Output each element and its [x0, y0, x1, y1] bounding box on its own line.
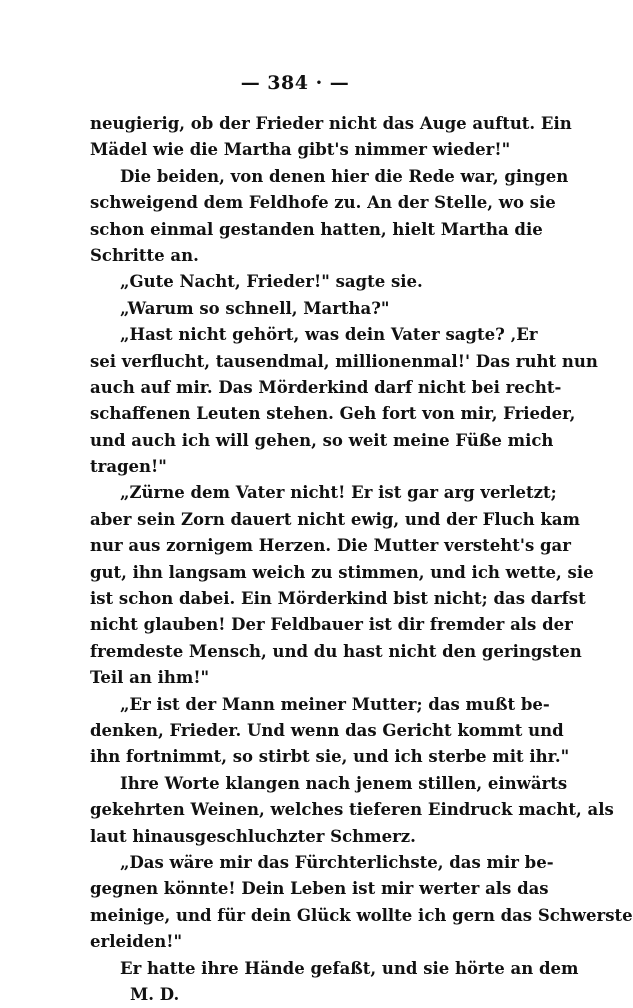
text-line: sei verflucht, tausendmal, millionenmal!' Das ruht nun — [90, 351, 598, 371]
text-line: neugierig, ob der Frieder nicht das Auge auftut. Ein — [90, 114, 572, 133]
text-line: nur aus zornigem Herzen. Die Mutter versteht's gar — [90, 536, 571, 556]
text-line: „Er ist der Mann meiner Mutter; das mußt be- — [120, 694, 550, 714]
text-line: auch auf mir. Das Mörderkind darf nicht bei recht- — [90, 377, 562, 397]
text-line: gegnen könnte! Dein Leben ist mir werter als das — [90, 879, 549, 899]
text-line: Schritte an. — [90, 245, 199, 265]
text-line: „Das wäre mir das Fürchterlichste, das mir be- — [120, 852, 554, 872]
text-line: „Zürne dem Vater nicht! Er ist gar arg verletzt; — [120, 483, 557, 503]
text-line: tragen!" — [90, 457, 167, 477]
text-line: meinige, und für dein Glück wollte ich gern das Schwerste — [90, 905, 633, 925]
text-line: gekehrten Weinen, welches tieferen Eindruck macht, als — [90, 800, 614, 820]
signature-mark: M. D. — [130, 984, 180, 1004]
text-line: „Hast nicht gehört, was dein Vater sagte? ‚Er — [120, 325, 538, 345]
text-line: schweigend dem Feldhofe zu. An der Stelle, wo sie — [90, 193, 556, 213]
body-text — [90, 111, 633, 1008]
text-line: „Gute Nacht, Frieder!" sagte sie. — [120, 272, 423, 292]
text-line: Die beiden, von denen hier die Rede war, gingen — [120, 166, 569, 186]
text-line: fremdeste Mensch, und du hast nicht den geringsten — [90, 641, 582, 661]
text-line: laut hinausgeschluchzter Schmerz. — [90, 826, 416, 846]
text-line: Ihre Worte klangen nach jenem stillen, einwärts — [120, 773, 568, 793]
text-line: gut, ihn langsam weich zu stimmen, und ich wette, sie — [90, 562, 594, 582]
text-line: schaffenen Leuten stehen. Geh fort von mir, Frieder, — [90, 404, 576, 424]
text-line: schon einmal gestanden hatten, hielt Martha die — [90, 219, 543, 239]
text-line: Er hatte ihre Hände gefaßt, und sie hörte an dem — [120, 958, 579, 978]
text-line: nicht glauben! Der Feldbauer ist dir fremder als der — [90, 615, 573, 635]
text-line: Mädel wie die Martha gibt's nimmer wieder!" — [90, 140, 511, 160]
text-line: Teil an ihm!" — [90, 668, 210, 688]
text-line: ihn fortnimmt, so stirbt sie, und ich sterbe mit ihr." — [90, 747, 570, 767]
text-line: und auch ich will gehen, so weit meine Füße mich — [90, 430, 554, 450]
page-number: — 384 · — — [240, 72, 350, 94]
text-line: ist schon dabei. Ein Mörderkind bist nicht; das darfst — [90, 589, 586, 609]
text-line: erleiden!" — [90, 932, 183, 952]
text-line: „Warum so schnell, Martha?" — [120, 298, 390, 318]
text-line: aber sein Zorn dauert nicht ewig, und der Fluch kam — [90, 509, 580, 529]
text-line: denken, Frieder. Und wenn das Gericht kommt und — [90, 720, 564, 740]
